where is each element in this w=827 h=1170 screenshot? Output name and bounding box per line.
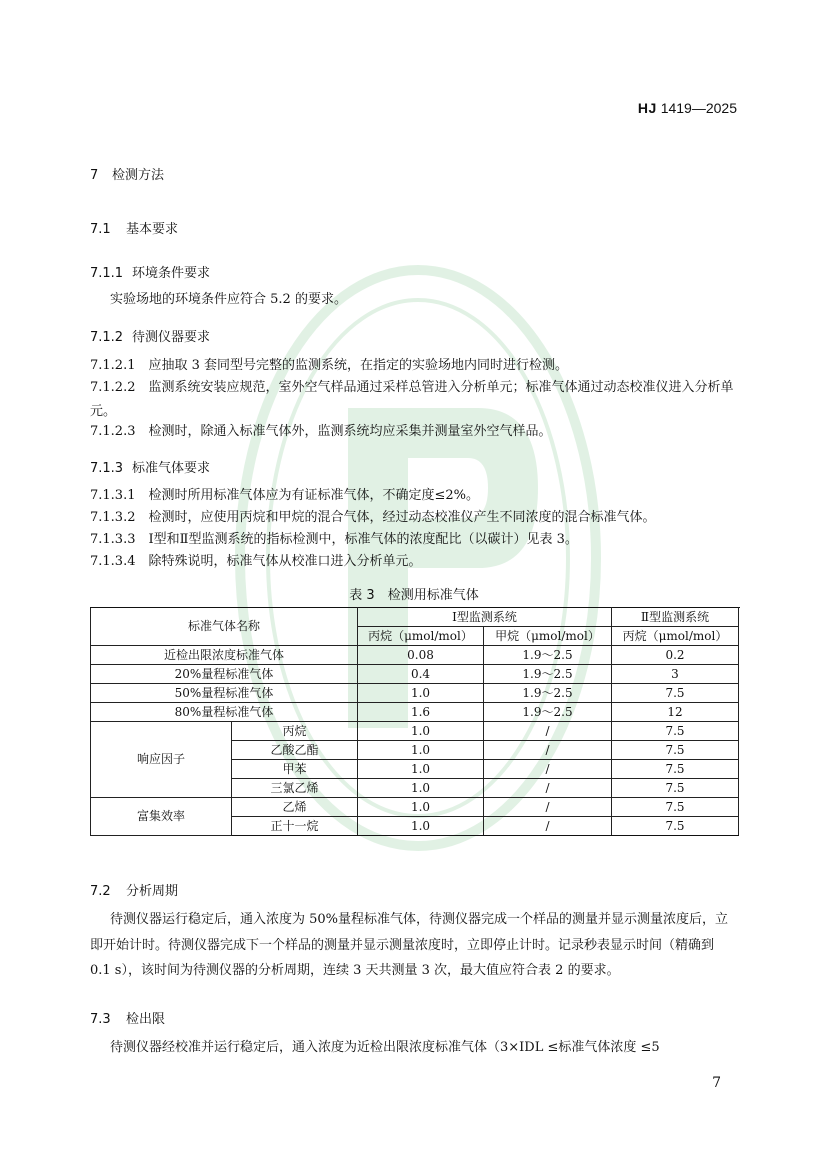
table-row bbox=[91, 665, 739, 684]
table-row bbox=[91, 684, 739, 703]
clause-7-1-2-3: 7.1.2.3 检测时，除通入标准气体外，监测系统均应采集并测量室外空气样品。 bbox=[90, 424, 552, 439]
cell-gas-name: 三氯乙烯 bbox=[232, 779, 358, 798]
standard-code: 1419—2025 bbox=[660, 100, 737, 116]
table-header-row bbox=[91, 608, 739, 627]
cell-gas-name: 20%量程标准气体 bbox=[91, 665, 358, 684]
cell-gas-name: 近检出限浓度标准气体 bbox=[91, 646, 358, 665]
cell-p1: 1.0 bbox=[358, 741, 484, 760]
page-number: 7 bbox=[712, 1075, 721, 1091]
cell-p2: 7.5 bbox=[612, 798, 739, 817]
header-propane-2: 丙烷（μmol/mol） bbox=[612, 627, 739, 646]
section-7-1-1-text: 实验场地的环境条件应符合 5.2 的要求。 bbox=[110, 292, 347, 307]
section-7-2-text: 待测仪器运行稳定后，通入浓度为 50%量程标准气体，待测仪器完成一个样品的测量并显示测量浓度后，立即开始计时。待测仪器完成下一个样品的测量并显示测量浓度时，立即停止计时。记录秒表显示时间（精确到 0.1 s），该时间为待测仪器的分析周期，连续 3 天共测量 3 次，最大值应符合表 2 的要求。 bbox=[90, 912, 729, 978]
clause-7-1-3-3: 7.1.3.3 Ⅰ型和Ⅱ型监测系统的指标检测中，标准气体的浓度配比（以碳计）见表 3。 bbox=[90, 532, 578, 547]
cell-propane-2: 0.2 bbox=[612, 646, 739, 665]
cell-gas-name: 正十一烷 bbox=[232, 817, 358, 836]
section-7-2-heading: 7.2 分析周期 bbox=[90, 884, 179, 899]
clause-7-1-3-4: 7.1.3.4 除特殊说明，标准气体从校准口进入分析单元。 bbox=[90, 554, 422, 569]
cell-p2: 7.5 bbox=[612, 760, 739, 779]
cell-propane-2: 7.5 bbox=[612, 684, 739, 703]
cell-p1: 1.0 bbox=[358, 779, 484, 798]
table-3-caption: 表 3 检测用标准气体 bbox=[349, 588, 479, 603]
cell-m1: / bbox=[484, 817, 612, 836]
section-7-1-1-heading: 7.1.1 环境条件要求 bbox=[90, 266, 211, 281]
cell-gas-name: 80%量程标准气体 bbox=[91, 703, 358, 722]
cell-p2: 7.5 bbox=[612, 817, 739, 836]
cell-gas-name: 乙酸乙酯 bbox=[232, 741, 358, 760]
cell-propane-1: 0.4 bbox=[358, 665, 484, 684]
standard-prefix: HJ bbox=[637, 100, 657, 116]
cell-p1: 1.0 bbox=[358, 798, 484, 817]
cell-m1: / bbox=[484, 779, 612, 798]
clause-7-1-3-1: 7.1.3.1 检测时所用标准气体应为有证标准气体，不确定度≤2%。 bbox=[90, 488, 479, 503]
clause-7-1-2-2: 7.1.2.2 监测系统安装应规范，室外空气样品通过采样总管进入分析单元；标准气体通过动态校准仪进入分析单元。 bbox=[90, 380, 734, 419]
cell-propane-2: 3 bbox=[612, 665, 739, 684]
group-response-factor: 响应因子 bbox=[91, 722, 232, 798]
table-row bbox=[91, 646, 739, 665]
header-type-2: Ⅱ型监测系统 bbox=[612, 608, 739, 627]
cell-methane-1: 1.9～2.5 bbox=[484, 703, 612, 722]
header-gas-name: 标准气体名称 bbox=[91, 608, 358, 646]
section-7-1-2-heading: 7.1.2 待测仪器要求 bbox=[90, 330, 211, 345]
section-7-1-heading: 7.1 基本要求 bbox=[90, 222, 179, 237]
cell-m1: / bbox=[484, 722, 612, 741]
cell-propane-1: 0.08 bbox=[358, 646, 484, 665]
clause-7-1-2-1: 7.1.2.1 应抽取 3 套同型号完整的监测系统，在指定的实验场地内同时进行检测。 bbox=[90, 358, 569, 373]
cell-propane-2: 12 bbox=[612, 703, 739, 722]
cell-gas-name: 丙烷 bbox=[232, 722, 358, 741]
cell-gas-name: 甲苯 bbox=[232, 760, 358, 779]
section-7-1-3-heading: 7.1.3 标准气体要求 bbox=[90, 461, 211, 476]
cell-gas-name: 乙烯 bbox=[232, 798, 358, 817]
section-7-3-text: 待测仪器经校准并运行稳定后，通入浓度为近检出限浓度标准气体（3×IDL ≤标准气体浓度 ≤5 bbox=[110, 1040, 660, 1055]
cell-p2: 7.5 bbox=[612, 722, 739, 741]
table-row bbox=[91, 703, 739, 722]
table-3-standard-gases bbox=[90, 607, 739, 836]
cell-methane-1: 1.9～2.5 bbox=[484, 646, 612, 665]
clause-7-1-3-2: 7.1.3.2 检测时，应使用丙烷和甲烷的混合气体，经过动态校准仪产生不同浓度的混合标准气体。 bbox=[90, 510, 656, 525]
table-row bbox=[91, 798, 739, 817]
cell-p2: 7.5 bbox=[612, 741, 739, 760]
cell-m1: / bbox=[484, 741, 612, 760]
cell-m1: / bbox=[484, 798, 612, 817]
cell-p1: 1.0 bbox=[358, 722, 484, 741]
table-row bbox=[91, 722, 739, 741]
cell-m1: / bbox=[484, 760, 612, 779]
cell-methane-1: 1.9～2.5 bbox=[484, 684, 612, 703]
header-methane-1: 甲烷（μmol/mol） bbox=[484, 627, 612, 646]
cell-propane-1: 1.6 bbox=[358, 703, 484, 722]
header-type-1: Ⅰ型监测系统 bbox=[358, 608, 612, 627]
header-propane-1: 丙烷（μmol/mol） bbox=[358, 627, 484, 646]
cell-propane-1: 1.0 bbox=[358, 684, 484, 703]
group-enrichment-efficiency: 富集效率 bbox=[91, 798, 232, 836]
cell-methane-1: 1.9～2.5 bbox=[484, 665, 612, 684]
section-7-heading: 7 检测方法 bbox=[90, 168, 165, 183]
cell-p1: 1.0 bbox=[358, 760, 484, 779]
standard-number bbox=[638, 100, 737, 116]
section-7-3-heading: 7.3 检出限 bbox=[90, 1012, 166, 1027]
cell-p1: 1.0 bbox=[358, 817, 484, 836]
cell-p2: 7.5 bbox=[612, 779, 739, 798]
cell-gas-name: 50%量程标准气体 bbox=[91, 684, 358, 703]
